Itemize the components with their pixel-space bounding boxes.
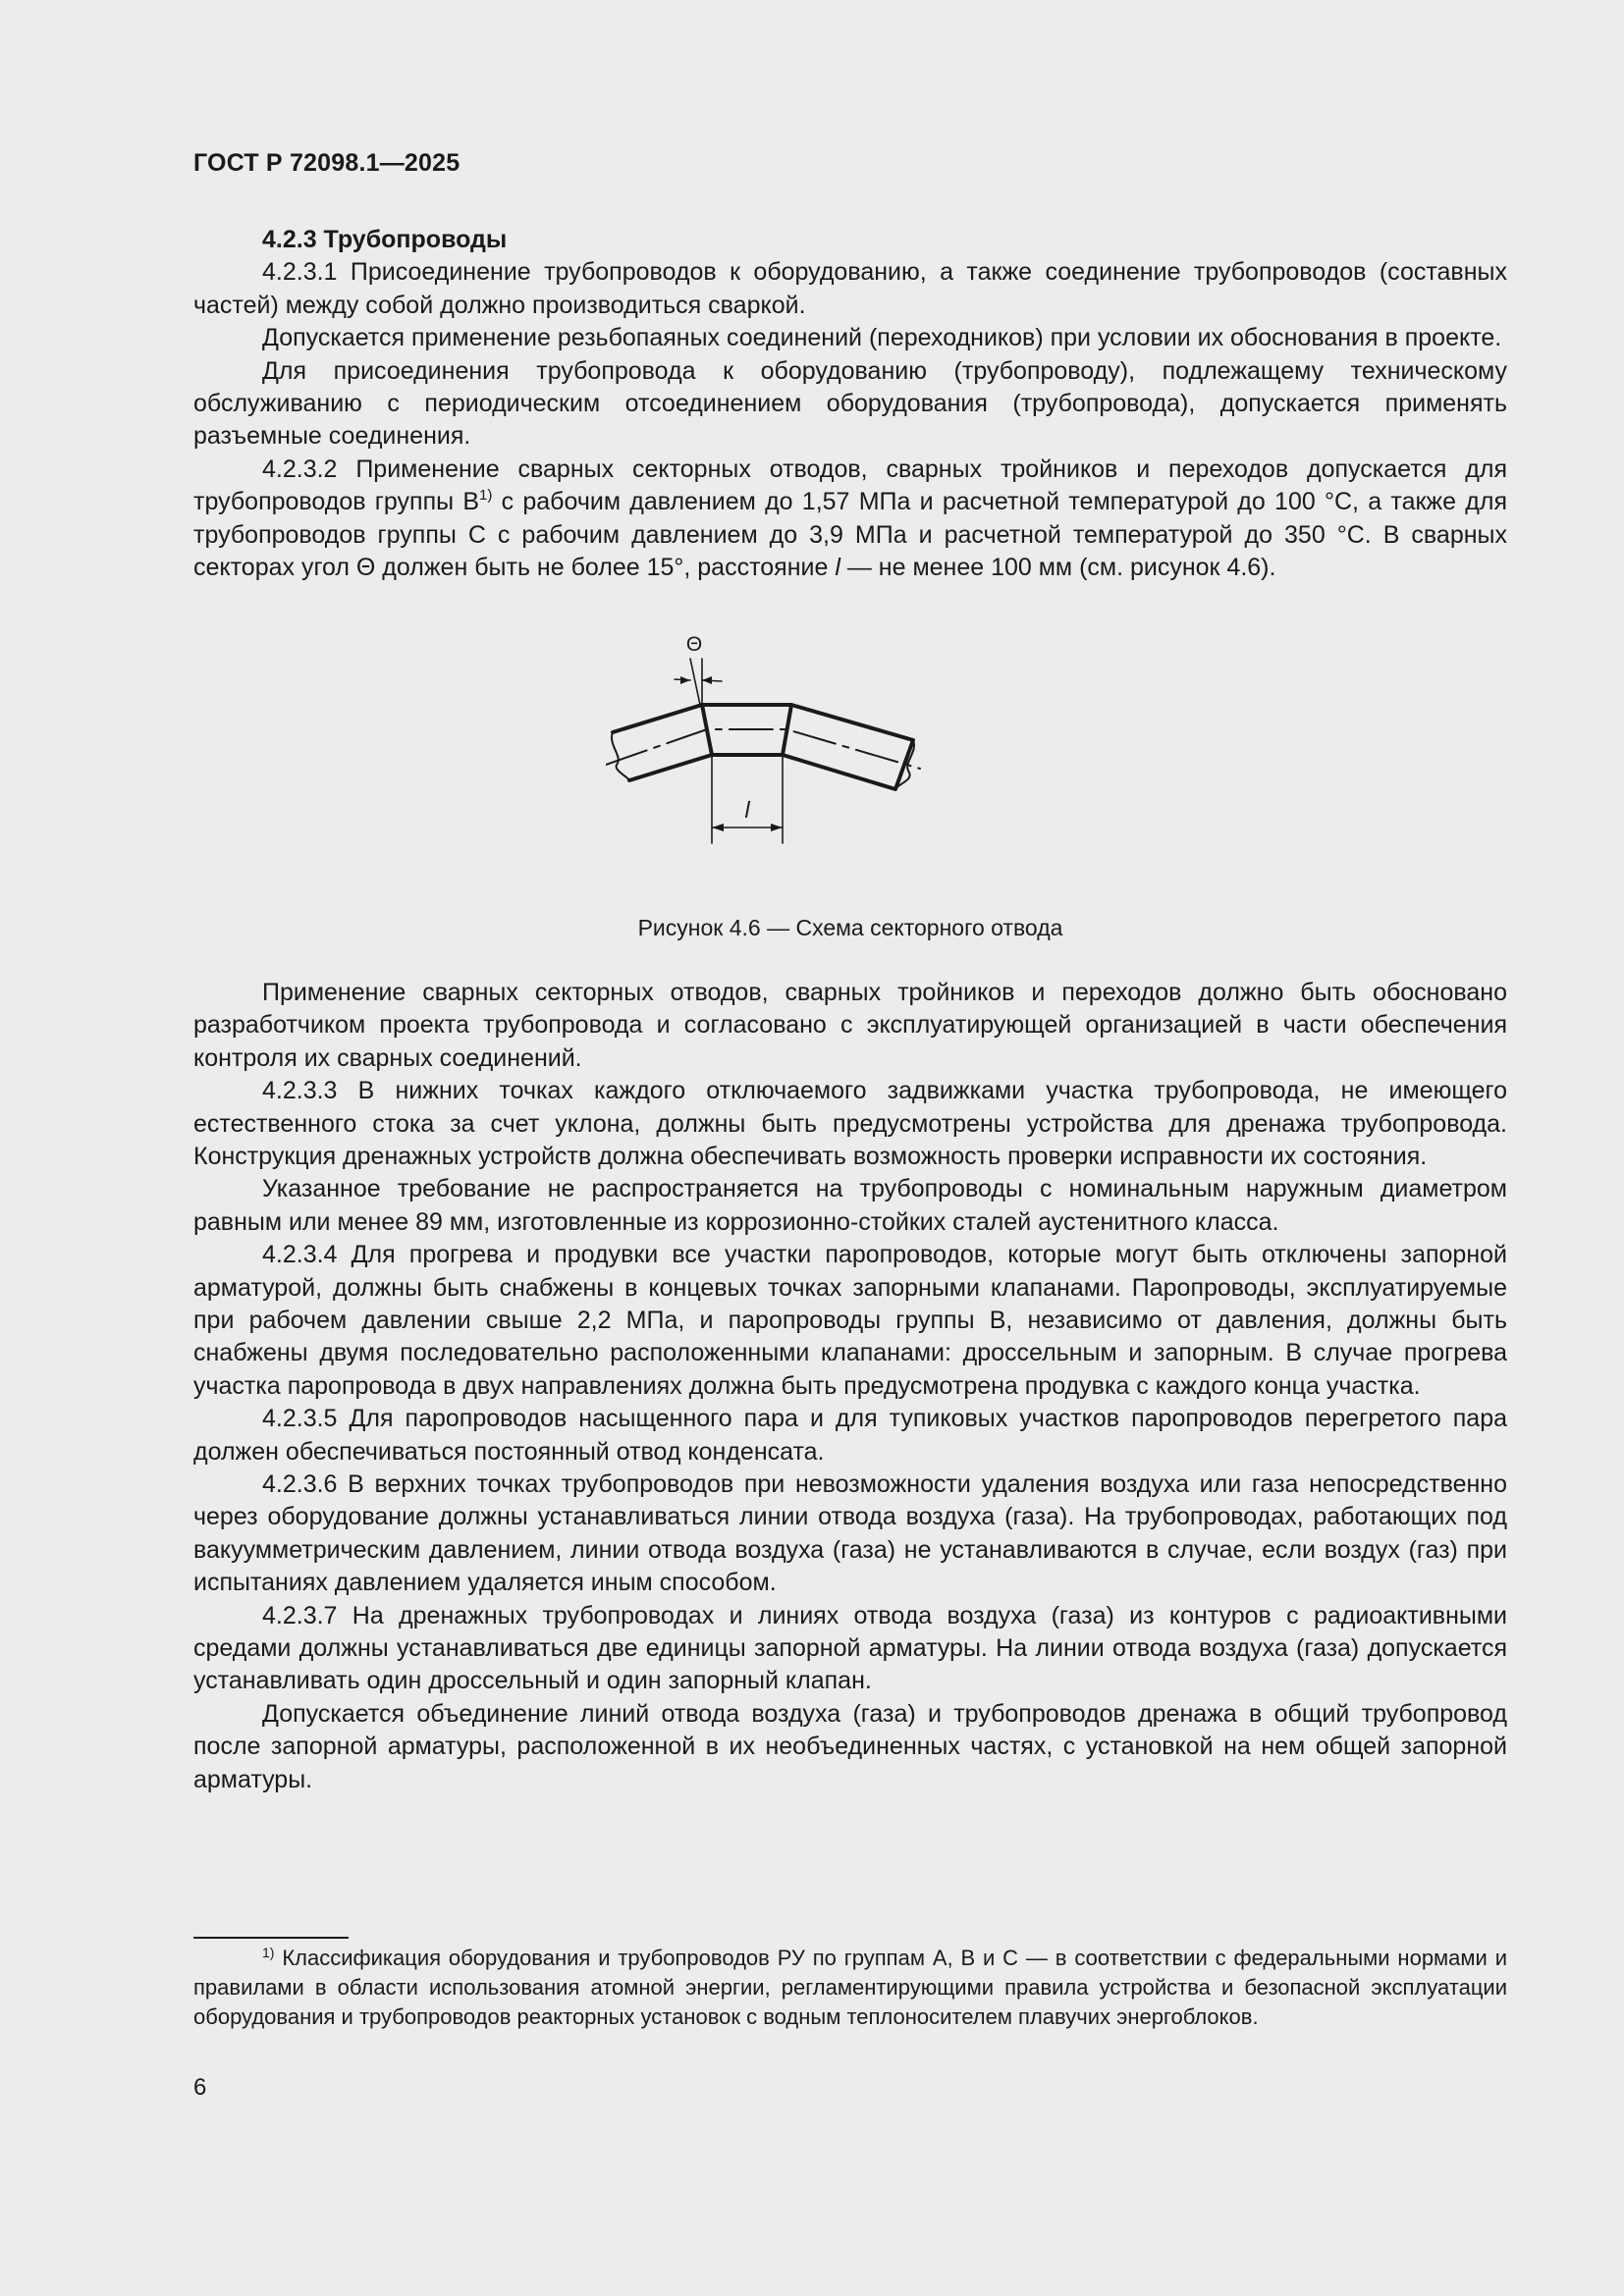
paragraph: Указанное требование не распространяется на трубопроводы с номинальным наружным диаметром равным или менее 89 мм, изготовленные из коррозионно-стойких сталей аустенитного класса.: [193, 1175, 1507, 1236]
paragraph: 4.2.3.1 Присоединение трубопроводов к оборудованию, а также соединение трубопроводов (составных частей) между собой должно производиться сваркой.: [193, 258, 1507, 319]
arrowhead: [712, 824, 724, 831]
paragraph-4-2-3-2: [193, 454, 1507, 585]
footnote-separator: [193, 1937, 349, 1939]
paragraph: 4.2.3.5 Для паропроводов насыщенного пара и для тупиковых участков паропроводов перегретого пара должен обеспечиваться постоянный отвод конденсата.: [193, 1405, 1507, 1466]
paragraph: 4.2.3.4 Для прогрева и продувки все участки паропроводов, которые могут быть отключены запорной арматурой, должны быть снабжены в концевых точках запорными клапанами. Паропроводы, эксплуатируемые при рабочем давлении свыше 2,2 МПа, и паропроводы группы В, независимо от давления, должны быть снабжены двумя последовательно расположенными клапанами: дроссельным и запорным. В случае прогрева участка паропровода в двух направлениях должна быть предусмотрена продувка с каждого конца участка.: [193, 1241, 1507, 1400]
arrowhead: [702, 676, 712, 684]
center-line: [606, 729, 920, 769]
footnote-ref[interactable]: 1): [479, 487, 493, 505]
paragraph-text: с рабочим давлением до 1,57 МПа и расчетной температурой до 100 °С, а также для трубопроводов группы С с рабочим давлением до 3,9 МПа и расчетной температурой до 350 °С. В сварных секторах угол Θ должен быть не более 15°, расстояние: [193, 488, 1507, 582]
sector-bend-diagram: [606, 610, 1116, 845]
figure-4-6: [193, 610, 1507, 912]
arrowhead: [771, 824, 783, 831]
left-pipe-section: [613, 705, 712, 780]
paragraph: Для присоединения трубопровода к оборудованию (трубопроводу), подлежащему техническому обслуживанию с периодическим отсоединением оборудования (трубопровода), допускается применять разъемные соединения.: [193, 356, 1507, 451]
paragraph: 4.2.3.3 В нижних точках каждого отключаемого задвижками участка трубопровода, не имеющего естественного стока за счет уклона, должны быть предусмотрены устройства для дренажа трубопровода. Конструкция дренажных устройств должна обеспечивать возможность проверки исправности их состояния.: [193, 1077, 1507, 1170]
paragraph-text: 4.2.3.2 Применение сварных секторных отводов, сварных тройников и переходов допускается для трубопроводов группы В: [193, 454, 1507, 516]
figure-caption: Рисунок 4.6 — Схема секторного отвода: [637, 915, 1063, 941]
arrowhead: [680, 676, 690, 684]
paragraph: 4.2.3.7 На дренажных трубопроводах и линиях отвода воздуха (газа) из контуров с радиоактивными средами должны устанавливаться две единицы запорной арматуры. На линии отвода воздуха (газа) допускается устанавливать один дроссельный и один запорный клапан.: [193, 1601, 1507, 1695]
paragraph-text: — не менее 100 мм (см. рисунок 4.6).: [839, 554, 1276, 582]
paragraph: Допускается применение резьбопаяных соединений (переходников) при условии их обоснования в проекте.: [262, 324, 1502, 352]
document-header: ГОСТ Р 72098.1—2025: [193, 149, 460, 177]
paragraph: Допускается объединение линий отвода воздуха (газа) и трубопроводов дренажа в общий трубопровод после запорной арматуры, расположенной в их необъединенных частях, с установкой на нем общей запорной арматуры.: [193, 1699, 1507, 1793]
paragraph: 4.2.3.6 В верхних точках трубопроводов при невозможности удаления воздуха или газа непосредственно через оборудование должны устанавливаться линии отвода воздуха (газа). На трубопроводах, работающих под вакуумметрическим давлением, линии отвода воздуха (газа) не устанавливаются в случае, если воздух (газ) при испытаниях давлением удаляется иным способом.: [193, 1469, 1507, 1597]
main-content: [193, 224, 1507, 1796]
section-heading: 4.2.3 Трубопроводы: [262, 226, 508, 253]
paragraph: Применение сварных секторных отводов, сварных тройников и переходов должно быть обосновано разработчиком проекта трубопровода и согласовано с эксплуатирующей организацией в части обеспечения контроля их сварных соединений.: [193, 978, 1507, 1072]
symbol-l: l: [835, 554, 840, 582]
page-number: 6: [193, 2074, 207, 2101]
angle-extension-line: [690, 659, 700, 705]
length-label: l: [744, 797, 750, 824]
footnote: [193, 1944, 1507, 2032]
angle-label: Θ: [685, 633, 703, 657]
footnote-marker: 1): [262, 1945, 275, 1960]
footnote-text: Классификация оборудования и трубопроводов РУ по группам А, В и С — в соответствии с федеральными нормами и правилами в области использования атомной энергии, регламентирующими правила устройства и безопасной эксплуатации оборудования и трубопроводов реакторных установок с водным теплоносителем плавучих энергоблоков.: [193, 1946, 1507, 2029]
